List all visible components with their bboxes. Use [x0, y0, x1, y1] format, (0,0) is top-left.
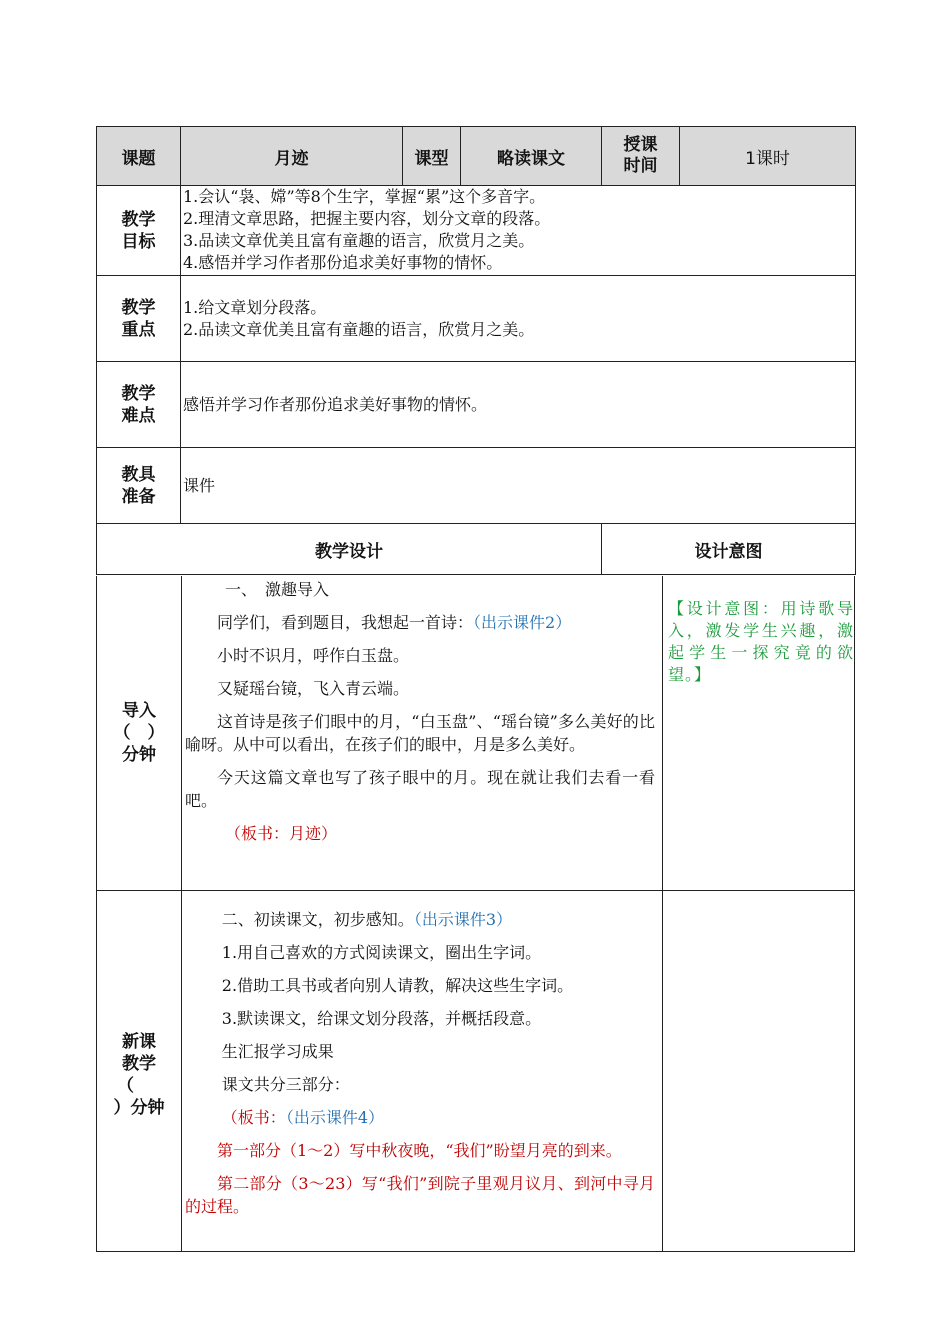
objectives-content [181, 186, 856, 276]
step-item: 3.默读课文，给课文划分段落，并概括段意。 [221, 1009, 542, 1028]
divider [181, 576, 182, 1251]
objective-item: 2.理清文章思路，把握主要内容，划分文章的段落。 [183, 209, 551, 228]
intro-intent: 【设计意图：用诗歌导入，激发学生兴趣，激起学生一探究竟的欲望。】 [668, 599, 854, 684]
materials-content: 课件 [181, 448, 856, 524]
topic-value: 月迹 [181, 127, 403, 186]
part-item: 第一部分（1～2）写中秋夜晚，“我们”盼望月亮的到来。 [217, 1141, 622, 1160]
objective-item: 4.感悟并学习作者那份追求美好事物的情怀。 [183, 253, 503, 272]
intro-heading: 一、 激趣导入 [225, 580, 330, 599]
type-value: 略读课文 [461, 127, 602, 186]
materials-row [97, 448, 856, 524]
design-header-row [97, 524, 856, 575]
intro-poem-line: 又疑瑶台镜，飞入青云端。 [217, 679, 410, 698]
topic-label: 课题 [97, 127, 181, 186]
key-points-content [181, 276, 856, 362]
difficulties-row [97, 362, 856, 448]
intro-poem-line: 小时不识月，呼作白玉盘。 [217, 646, 410, 665]
type-label: 课型 [403, 127, 461, 186]
step-item: 课文共分三部分： [221, 1075, 350, 1094]
intro-paragraph: 这首诗是孩子们眼中的月，“白玉盘”、“瑶台镜”多么美好的比喻呀。从中可以看出，在孩子们的眼中，月是多么美好。 [185, 712, 655, 754]
intro-content [185, 578, 661, 855]
objective-item: 3.品读文章优美且富有童趣的语言，欣赏月之美。 [183, 231, 535, 250]
new-lesson-content [185, 908, 661, 1228]
materials-label: 教具准备 [97, 448, 181, 524]
difficulties-content: 感悟并学习作者那份追求美好事物的情怀。 [181, 362, 856, 448]
design-header-left: 教学设计 [97, 524, 602, 575]
key-point-item: 1.给文章划分段落。 [183, 297, 327, 317]
step-item: 2.借助工具书或者向别人请教，解决这些生字词。 [221, 976, 574, 995]
intro-paragraph: 同学们，看到题目，我想起一首诗：（出示课件2） [217, 613, 572, 632]
header-row [97, 127, 856, 186]
lesson-plan-table [96, 126, 856, 575]
objectives-row [97, 186, 856, 276]
objective-item: 1.会认“袅、嫦”等8个生字，掌握“累”这个多音字。 [183, 187, 546, 206]
new-lesson-label: 新课 教学 （ ）分钟 [113, 1032, 165, 1118]
difficulties-label: 教学难点 [97, 362, 181, 448]
step-item: 1.用自己喜欢的方式阅读课文，圈出生字词。 [221, 943, 542, 962]
time-label [602, 127, 680, 186]
intro-board: （板书：月迹） [225, 824, 338, 843]
new-lesson-board: （板书：（出示课件4） [221, 1108, 384, 1127]
design-section [96, 576, 855, 1252]
key-points-row [97, 276, 856, 362]
part-item: 第二部分（3～23）写“我们”到院子里观月议月、到河中寻月的过程。 [185, 1174, 655, 1216]
new-lesson-heading: 二、初读课文，初步感知。（出示课件3） [221, 910, 512, 929]
time-value: 1课时 [680, 127, 856, 186]
design-header-right: 设计意图 [602, 524, 856, 575]
divider [97, 890, 854, 891]
time-label-text: 授课时间 [623, 135, 658, 176]
divider [662, 576, 663, 1251]
intro-paragraph: 今天这篇文章也写了孩子眼中的月。现在就让我们去看一看吧。 [185, 768, 655, 810]
key-points-label: 教学重点 [97, 276, 181, 362]
intro-label: 导入 （ ） 分钟 [113, 701, 165, 765]
objectives-label: 教学目标 [97, 186, 181, 276]
key-point-item: 2.品读文章优美且富有童趣的语言，欣赏月之美。 [183, 319, 535, 339]
step-item: 生汇报学习成果 [221, 1042, 334, 1061]
